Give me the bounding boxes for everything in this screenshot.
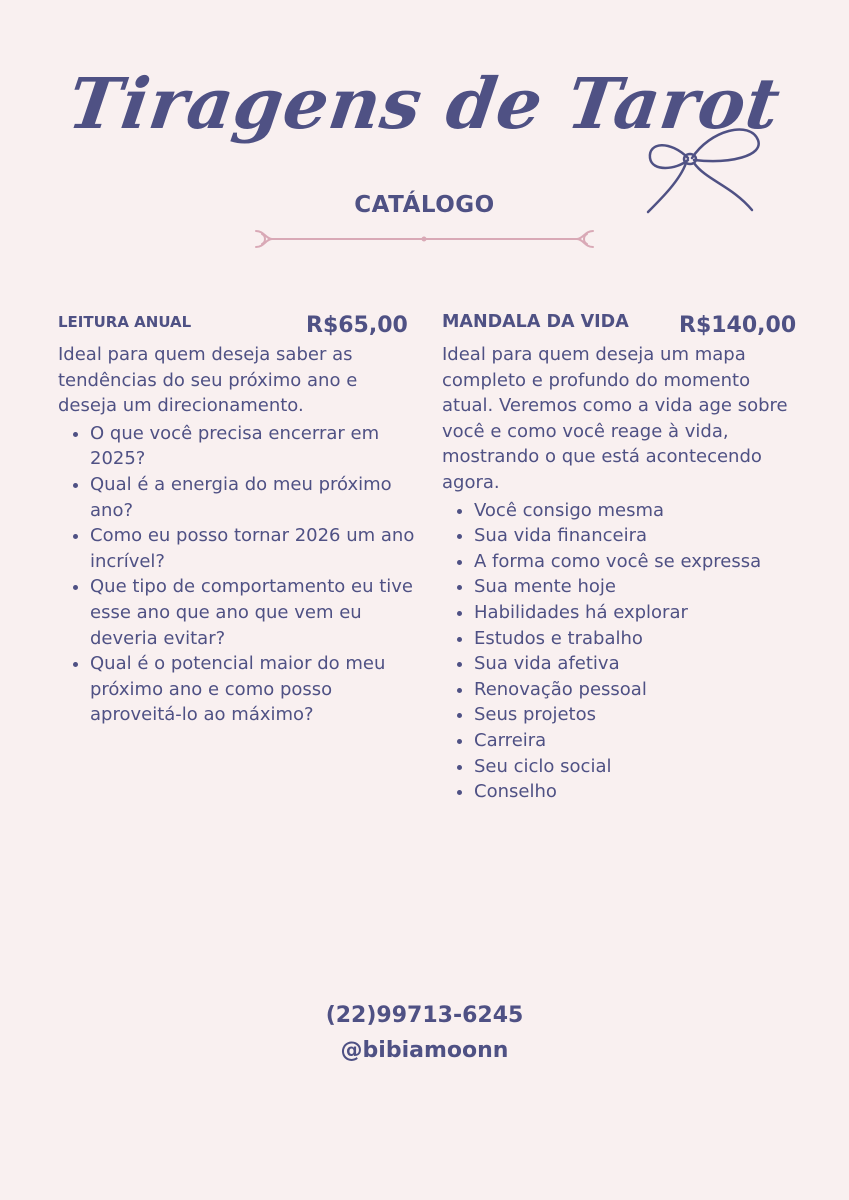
list-item: • Seu ciclo social (474, 754, 802, 780)
offer-items-list (58, 421, 418, 728)
list-item: • O que você precisa encerrar em 2025? (90, 421, 418, 472)
list-item: • Sua vida afetiva (474, 651, 802, 677)
list-item: • Renovação pessoal (474, 677, 802, 703)
offer-name: MANDALA DA VIDA (442, 312, 629, 333)
list-item: • A forma como você se expressa (474, 549, 802, 575)
contact-phone: (22)99713-6245 (325, 1003, 524, 1028)
catalog-heading: CATÁLOGO (354, 192, 495, 218)
offer-price: R$140,00 (679, 313, 797, 339)
offer-items-list (442, 498, 802, 805)
ornamental-divider (252, 226, 597, 252)
list-item: • Carreira (474, 728, 802, 754)
list-item: • Qual é o potencial maior do meu próximo ano e como posso aproveitá-lo ao máximo? (90, 651, 418, 728)
list-item: • Conselho (474, 779, 802, 805)
list-item: • Seus projetos (474, 702, 802, 728)
list-item: • Como eu posso tornar 2026 um ano incrível? (90, 523, 418, 574)
list-item: • Sua vida financeira (474, 523, 802, 549)
offer-name: LEITURA ANUAL (58, 313, 192, 332)
list-item: • Qual é a energia do meu próximo ano? (90, 472, 418, 523)
offer-leitura-anual (58, 312, 418, 728)
list-item: • Que tipo de comportamento eu tive esse ano que ano que vem eu deveria evitar? (90, 574, 418, 651)
offer-description: Ideal para quem deseja um mapa completo e profundo do momento atual. Veremos como a vida age sobre você e como você reage à vida, mostrando o que está acontecendo agora. (442, 344, 788, 493)
list-item: • Você consigo mesma (474, 498, 802, 524)
contact-handle: @bibiamoonn (340, 1038, 509, 1063)
list-item: • Sua mente hoje (474, 574, 802, 600)
offer-description: Ideal para quem deseja saber as tendências do seu próximo ano e deseja um direcionamento. (58, 344, 358, 417)
list-item: • Estudos e trabalho (474, 626, 802, 652)
offer-mandala-da-vida (442, 312, 802, 805)
page-title: Tiragens de Tarot (63, 62, 786, 145)
offer-price: R$65,00 (306, 313, 408, 339)
list-item: • Habilidades há explorar (474, 600, 802, 626)
